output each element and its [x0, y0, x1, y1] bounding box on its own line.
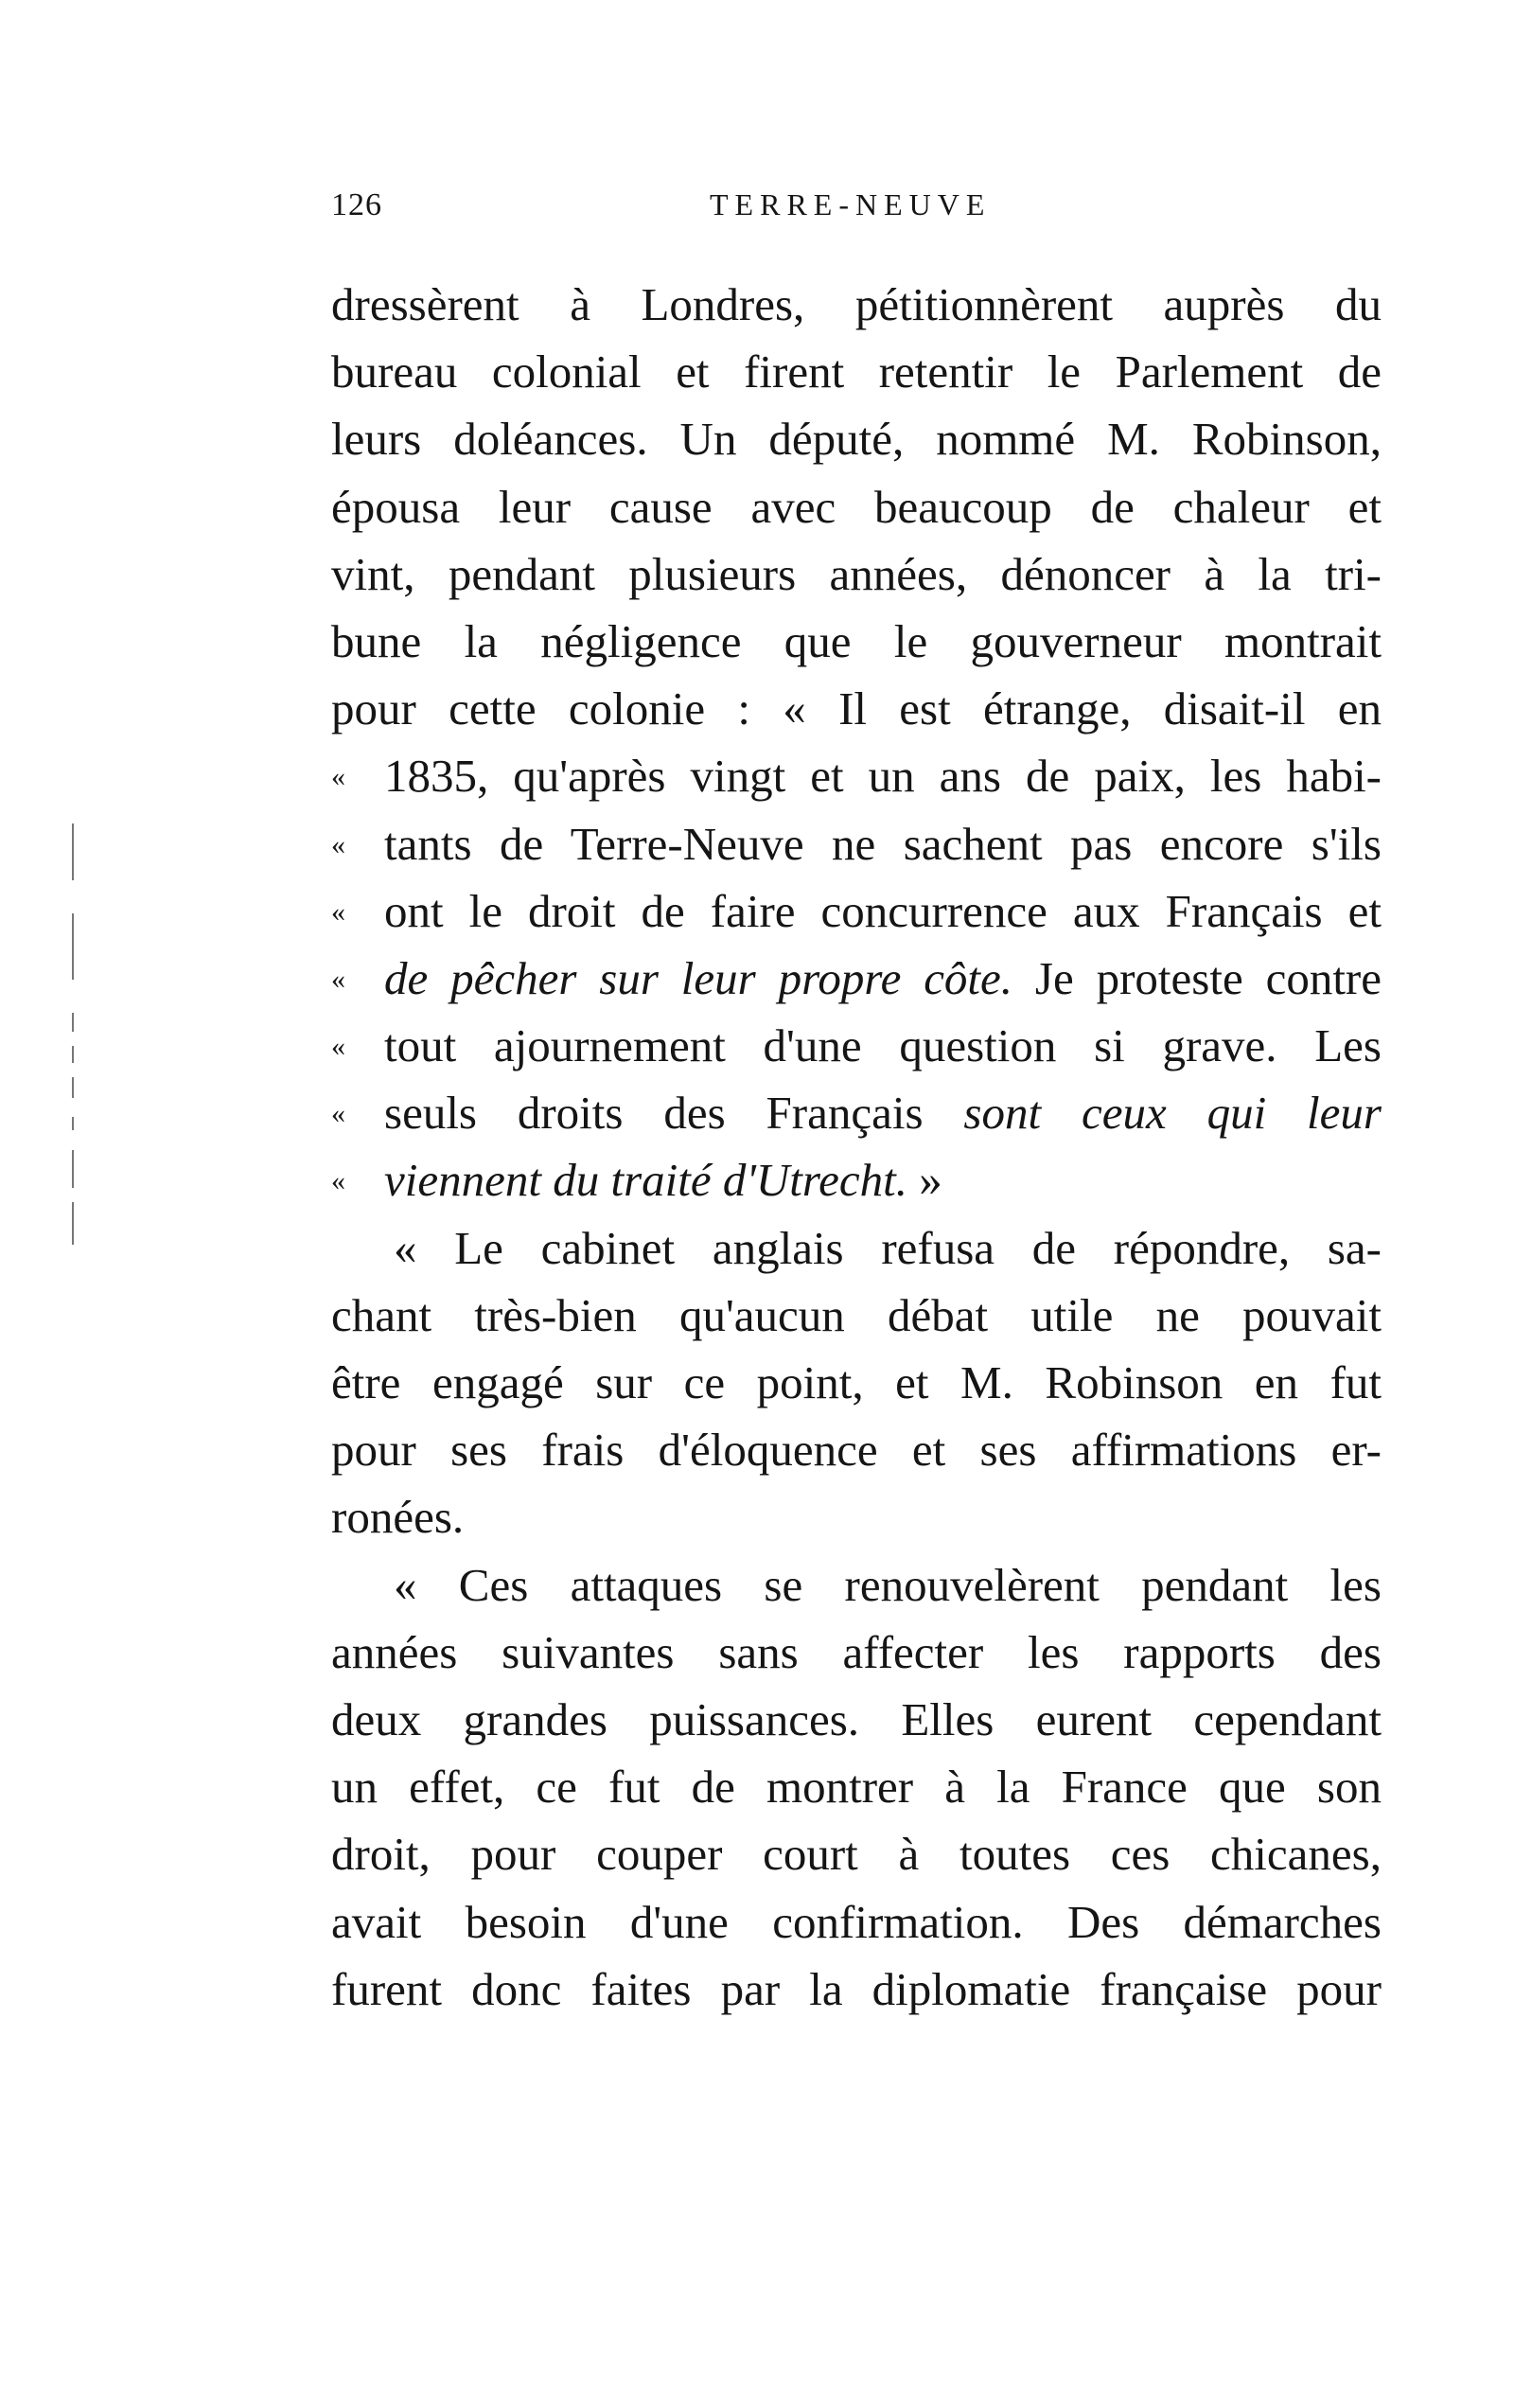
line-text: furent donc faites par la diplomatie française pour [331, 1962, 1382, 2015]
text-line [331, 473, 1382, 540]
line-text: Je proteste contre [1012, 951, 1382, 1004]
scan-mark [72, 1202, 74, 1245]
quoted-line [331, 1012, 1382, 1079]
line-text: chant très-bien qu'aucun débat utile ne pouvait [331, 1288, 1382, 1341]
text-line [331, 1349, 1382, 1416]
quote-mark: « [331, 1031, 345, 1063]
body-text [331, 271, 1382, 2023]
line-text: « Ces attaques se renouvelèrent pendant les [394, 1558, 1382, 1611]
line-text: droit, pour couper court à toutes ces chicanes, [331, 1828, 1382, 1881]
page-number: 126 [331, 187, 382, 222]
quoted-line [331, 945, 1382, 1012]
line-text: dressèrent à Londres, pétitionnèrent auprès du [331, 278, 1382, 330]
line-text: ont le droit de faire concurrence aux Français et [384, 884, 1382, 937]
quote-mark: « [331, 761, 345, 793]
page-header [331, 187, 1382, 244]
text-line [331, 1551, 1382, 1619]
quote-mark: « [331, 963, 345, 995]
text-line [331, 1619, 1382, 1686]
scan-mark [72, 1077, 74, 1098]
line-text: tants de Terre-Neuve ne sachent pas encore s'ils [384, 817, 1382, 870]
line-text: deux grandes puissances. Elles eurent cependant [331, 1692, 1382, 1745]
text-line [331, 1888, 1382, 1956]
italic-text: sont ceux qui leur [963, 1087, 1382, 1140]
quoted-line [331, 810, 1382, 877]
text-line [331, 338, 1382, 405]
text-line [331, 1483, 1382, 1550]
text-line [331, 271, 1382, 338]
quoted-line [331, 1079, 1382, 1146]
quoted-line [331, 877, 1382, 945]
text-line [331, 675, 1382, 742]
quote-mark: « [331, 828, 345, 860]
quoted-line [331, 742, 1382, 809]
text-line [331, 1214, 1382, 1282]
scan-mark [72, 1117, 74, 1130]
quote-mark: « [331, 1098, 345, 1130]
quote-mark: « [331, 895, 345, 928]
margin-scan-marks [72, 823, 76, 1249]
text-line [331, 1956, 1382, 2023]
line-text: 1835, qu'après vingt et un ans de paix, les habi- [384, 750, 1382, 803]
scan-mark [72, 1150, 74, 1188]
line-text: bune la négligence que le gouverneur montrait [331, 614, 1382, 667]
text-line [331, 1416, 1382, 1483]
text-line [331, 405, 1382, 472]
text-line [331, 540, 1382, 608]
line-text: avait besoin d'une confirmation. Des démarches [331, 1895, 1382, 1948]
running-head: TERRE-NEUVE [710, 187, 992, 221]
text-line [331, 608, 1382, 675]
line-text: seuls droits des Français [384, 1087, 964, 1140]
line-text: vint, pendant plusieurs années, dénoncer à la tri- [331, 547, 1382, 600]
line-text: pour ses frais d'éloquence et ses affirmations er- [331, 1424, 1382, 1477]
line-text: » [907, 1154, 942, 1207]
line-text: leurs doléances. Un député, nommé M. Robinson, [331, 413, 1382, 466]
scan-mark [72, 823, 74, 880]
italic-text: de pêcher sur leur propre côte. [384, 951, 1013, 1004]
scan-mark [72, 1046, 74, 1063]
line-text: « Le cabinet anglais refusa de répondre, sa- [394, 1221, 1382, 1274]
italic-text: viennent du traité d'Utrecht. [384, 1154, 907, 1207]
text-line [331, 1282, 1382, 1349]
line-text: pour cette colonie : « Il est étrange, disait-il en [331, 682, 1382, 735]
line-text: années suivantes sans affecter les rapports des [331, 1625, 1382, 1678]
text-line [331, 1820, 1382, 1887]
quoted-line [331, 1146, 1382, 1213]
line-text: bureau colonial et firent retentir le Parlement de [331, 345, 1382, 398]
line-text: épousa leur cause avec beaucoup de chaleur et [331, 480, 1382, 533]
text-line [331, 1753, 1382, 1820]
text-line [331, 1686, 1382, 1753]
scan-mark [72, 1013, 74, 1032]
line-text: tout ajournement d'une question si grave. Les [384, 1019, 1382, 1072]
quote-mark: « [331, 1165, 345, 1197]
scan-mark [72, 913, 74, 980]
line-text: être engagé sur ce point, et M. Robinson en fut [331, 1356, 1382, 1408]
line-text: ronées. [331, 1491, 465, 1544]
line-text: un effet, ce fut de montrer à la France que son [331, 1761, 1382, 1814]
